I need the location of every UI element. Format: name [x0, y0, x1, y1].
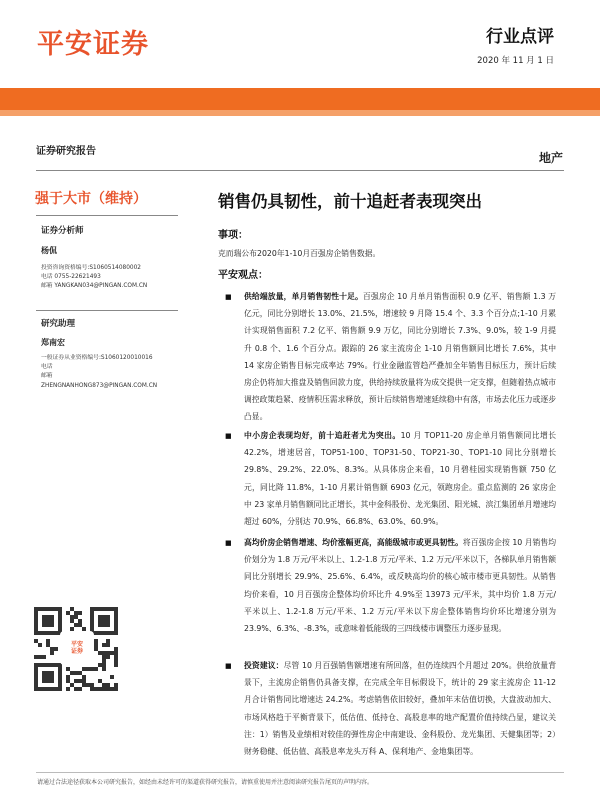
qr-module [54, 631, 58, 635]
qr-module [90, 623, 94, 627]
qr-module [78, 671, 82, 675]
assistant-email-label: 邮箱 [41, 373, 53, 380]
analyst-name: 杨侃 [41, 246, 57, 255]
divider-footer [36, 772, 564, 773]
qr-module [42, 631, 46, 635]
qr-module [50, 663, 54, 667]
header-band [0, 88, 600, 110]
qr-module [106, 683, 110, 687]
qr-module [38, 631, 42, 635]
qr-module [102, 631, 106, 635]
qr-module [94, 667, 98, 671]
qr-module [34, 671, 38, 675]
qr-module [114, 611, 118, 615]
qr-module [98, 631, 102, 635]
qr-code[interactable] [33, 604, 119, 694]
analyst-heading: 证券分析师 [41, 226, 84, 236]
qr-module [58, 667, 62, 671]
qr-module [82, 675, 86, 679]
qr-module [90, 611, 94, 615]
qr-module [50, 679, 54, 683]
qr-module [38, 655, 42, 659]
qr-module [74, 687, 78, 691]
point-2 [244, 427, 556, 530]
qr-module [42, 675, 46, 679]
qr-module [34, 615, 38, 619]
qr-module [82, 667, 86, 671]
point-3 [244, 534, 556, 637]
qr-module [106, 655, 110, 659]
qr-module [34, 655, 38, 659]
point-2-lead: 中小房企表现均好，前十追赶者尤为突出。 [244, 431, 401, 440]
qr-module [114, 647, 118, 651]
qr-module [106, 631, 110, 635]
qr-module [90, 607, 94, 611]
qr-module [50, 619, 54, 623]
qr-module [98, 687, 102, 691]
qr-module [98, 623, 102, 627]
qr-module [98, 619, 102, 623]
qr-module [74, 679, 78, 683]
qr-module [66, 611, 70, 615]
qr-module [98, 679, 102, 683]
qr-module [102, 655, 106, 659]
qr-module [54, 607, 58, 611]
qr-module [34, 687, 38, 691]
divider-left-1 [36, 215, 178, 216]
qr-module [102, 651, 106, 655]
qr-module [102, 683, 106, 687]
company-logo: 平安证券 [37, 29, 149, 60]
qr-module [58, 619, 62, 623]
qr-module [94, 643, 98, 647]
bullet-3: ■ [225, 539, 232, 547]
qr-module [78, 687, 82, 691]
qr-module [42, 615, 46, 619]
qr-module [98, 615, 102, 619]
assistant-phone: 电话 [41, 364, 53, 371]
qr-module [114, 615, 118, 619]
qr-module [34, 611, 38, 615]
qr-module [42, 679, 46, 683]
qr-module [46, 607, 50, 611]
qr-module [78, 611, 82, 615]
qr-module [46, 619, 50, 623]
qr-module [82, 679, 86, 683]
analyst-phone: 电话 0755-22621493 [41, 274, 101, 281]
bullet-2: ■ [225, 432, 232, 440]
qr-module [34, 683, 38, 687]
qr-module [106, 615, 110, 619]
qr-module [106, 651, 110, 655]
event-heading: 事项： [218, 230, 248, 241]
report-type: 行业点评 [486, 27, 554, 47]
qr-module [78, 623, 82, 627]
qr-module [106, 643, 110, 647]
qr-module [38, 687, 42, 691]
qr-module [42, 663, 46, 667]
rating: 强于大市（维持） [35, 191, 147, 207]
qr-module [46, 615, 50, 619]
qr-module [90, 619, 94, 623]
qr-module [46, 639, 50, 643]
qr-module [102, 659, 106, 663]
qr-module [94, 639, 98, 643]
qr-module [110, 631, 114, 635]
qr-module [114, 627, 118, 631]
qr-module [46, 671, 50, 675]
header-subbar [0, 110, 600, 116]
qr-module [70, 619, 74, 623]
qr-module [102, 619, 106, 623]
qr-module [98, 607, 102, 611]
analyst-contact [41, 264, 147, 292]
qr-module [114, 619, 118, 623]
qr-module [102, 623, 106, 627]
qr-module [106, 639, 110, 643]
qr-module [34, 675, 38, 679]
qr-module [58, 623, 62, 627]
qr-module [114, 663, 118, 667]
qr-module [94, 607, 98, 611]
point-1-lead: 供给端放量，单月销售韧性十足。 [244, 292, 363, 301]
qr-module [114, 623, 118, 627]
point-4 [244, 657, 556, 760]
qr-module [106, 687, 110, 691]
qr-module [34, 607, 38, 611]
qr-module [34, 631, 38, 635]
analyst-license: 投资咨询资格编号:S1060514080002 [41, 265, 141, 271]
qr-module [114, 631, 118, 635]
qr-module [114, 655, 118, 659]
assistant-email: ZHENGNANHONG873@PINGAN.COM.CN [41, 382, 158, 389]
qr-module [70, 615, 74, 619]
qr-module [78, 679, 82, 683]
qr-module [54, 647, 58, 651]
qr-module [42, 619, 46, 623]
qr-module [94, 647, 98, 651]
qr-module [102, 667, 106, 671]
qr-module [58, 671, 62, 675]
qr-module [82, 683, 86, 687]
qr-module [78, 619, 82, 623]
assistant-contact [41, 354, 157, 391]
qr-module [46, 663, 50, 667]
assistant-license: 一般证券从业资格编号:S1060120010016 [41, 355, 153, 361]
qr-module [50, 687, 54, 691]
report-title: 销售仍具韧性，前十追赶者表现突出 [218, 192, 482, 211]
qr-module [94, 631, 98, 635]
view-heading: 平安观点： [218, 270, 268, 281]
qr-module [66, 679, 70, 683]
qr-module [110, 687, 114, 691]
qr-module [74, 615, 78, 619]
qr-module [66, 687, 70, 691]
qr-module [114, 607, 118, 611]
qr-module [86, 667, 90, 671]
qr-module [42, 655, 46, 659]
qr-module [34, 627, 38, 631]
qr-module [50, 671, 54, 675]
qr-module [34, 619, 38, 623]
qr-module [98, 663, 102, 667]
qr-module [50, 675, 54, 679]
sector-label: 地产 [538, 151, 563, 165]
qr-module [54, 687, 58, 691]
qr-module [46, 623, 50, 627]
point-4-lead: 投资建议： [244, 661, 284, 670]
qr-module [110, 651, 114, 655]
qr-logo-badge: 平安 证券 [60, 631, 94, 665]
analyst-email: 邮箱 YANGKAN034@PINGAN.COM.CN [41, 283, 148, 290]
point-3-text: 将百强房企按 10 月销售均价划分为 1.8 万元/平米以上、1.2-1.8 万元/平米、1.2 万元/平米以下，各梯队单月销售额同比分别增长 29.9%、25.6%、6.4%，或反映高均价的核心城市楼市更具韧性。从销售均价来看，10 月百强房企整体均价环比升 4.9%至 13973 元/平米，其中均价 1.8 万元/平米以上、1.2-1.8 万元/平米、1.2 万元/平米以下房企整体销售均价环比增速分别为 23.9%、6.3%、-8.3%，或意味着低能级的三四线楼市调整压力逐步显现。 [244, 538, 556, 634]
qr-module [66, 675, 70, 679]
qr-module [90, 687, 94, 691]
qr-module [70, 683, 74, 687]
qr-module [114, 687, 118, 691]
qr-module [106, 619, 110, 623]
qr-module [58, 615, 62, 619]
qr-module [114, 651, 118, 655]
qr-module [50, 623, 54, 627]
qr-module [34, 667, 38, 671]
qr-module [94, 687, 98, 691]
event-text: 克而瑞公布2020年1-10月百强房企销售数据。 [218, 249, 381, 258]
qr-module [58, 607, 62, 611]
assistant-name: 郑南宏 [41, 338, 65, 347]
qr-module [114, 683, 118, 687]
qr-module [50, 647, 54, 651]
report-date: 2020 年 11 月 1 日 [477, 56, 554, 66]
qr-module [58, 675, 62, 679]
qr-module [74, 611, 78, 615]
point-2-text: 10 月 TOP11-20 房企单月销售额同比增长 42.2%，增速居首，TOP51-100、TOP31-50、TOP21-30、TOP1-10 同比分别增长 29.8%、29.2%、22.0%、8.3%。从具体房企来看，10 月碧桂园实现销售额 750 亿元，同比降 11.8%，1-10 月累计销售额 6903 亿元，领跑房企。重点监测的 26 家房企中 23 家单月销售额同比正增长，其中金科股份、龙光集团、阳光城、滨江集团单月增速均超过 60%，分别达 70.9%、66.8%、63.0%、60.9%。 [244, 431, 556, 527]
qr-module [38, 643, 42, 647]
point-1-text: 百强房企 10 月单月销售面积 0.9 亿平、销售额 1.3 万亿元，同比分别增长 13.0%、21.5%，增速较 9 月降 15.4 个、3.3 个百分点;1-10 月累计实现销售面积 7.2 亿平、销售额 9.9 万亿，同比分别增长 7.3%、9.0%，较 1-9 月提升 0.8 个、1.6 个百分点。跟踪的 26 家主流房企 1-10 月销售额同比增长 7.6%，其中 14 家房企销售目标完成率达 79%。行业金融监管趋严叠加全年销售目标压力，预计后续房企仍将加大推盘及销售回款力度，供给持续放量将为成交提供一定支撑，但随着热点城市调控政策趋紧、疫情积压需求释放，预计后续销售增速延续稳中有落，市场去化压力或逐步凸显。 [244, 292, 556, 422]
qr-module [58, 611, 62, 615]
qr-module [90, 667, 94, 671]
point-4-text: 尽管 10 月百强销售额增速有所回落，但仍连续四个月超过 20%。供给放量背景下，主流房企销售仍具备支撑，在完成全年目标假设下，统计的 29 家主流房企 11-12 月合计销售同比增速达 24.2%。考虑销售依旧较好，叠加年末估值切换，大盘波动加大、市场风格趋于平衡背景下，低估值、低持仓、高股息率的地产配置价值持续凸显，建议关注：1）销售及业绩相对较佳的弹性房企中南建设、金科股份、龙光集团、天健集团等；2）财务稳健、低估值、高股息率龙头万科 A、保利地产、金地集团等。 [244, 661, 557, 757]
qr-module [46, 687, 50, 691]
divider-top [36, 170, 564, 171]
qr-module [110, 675, 114, 679]
qr-module [42, 687, 46, 691]
qr-module [42, 607, 46, 611]
qr-module [42, 671, 46, 675]
qr-module [70, 607, 74, 611]
bullet-4: ■ [225, 662, 232, 670]
qr-module [106, 623, 110, 627]
qr-module [42, 623, 46, 627]
qr-module [102, 607, 106, 611]
qr-module [90, 615, 94, 619]
qr-module [102, 643, 106, 647]
qr-module [50, 607, 54, 611]
qr-module [46, 643, 50, 647]
qr-module [114, 659, 118, 663]
qr-module [58, 679, 62, 683]
qr-module [110, 607, 114, 611]
qr-module [98, 651, 102, 655]
qr-module [38, 607, 42, 611]
qr-module [74, 671, 78, 675]
qr-module [46, 631, 50, 635]
qr-module [34, 623, 38, 627]
divider-left-2 [36, 310, 178, 311]
assistant-heading: 研究助理 [41, 319, 76, 329]
footer-disclaimer: 请通过合法途径获取本公司研究报告，如经由未经许可的渠道获得研究报告，请慎重使用并注意阅读研究报告尾页的声明内容。 [37, 779, 374, 786]
qr-module [34, 679, 38, 683]
qr-module [70, 671, 74, 675]
point-1 [244, 288, 556, 426]
point-3-lead: 高均价房企销售增速、均价涨幅更高，高能级城市或更具韧性。 [244, 538, 463, 547]
qr-module [106, 607, 110, 611]
qr-module [38, 663, 42, 667]
qr-module [66, 667, 70, 671]
qr-module [34, 663, 38, 667]
qr-module [74, 623, 78, 627]
qr-module [50, 631, 54, 635]
qr-module [50, 651, 54, 655]
qr-module [50, 615, 54, 619]
qr-module [90, 683, 94, 687]
qr-module [34, 639, 38, 643]
qr-module [54, 663, 58, 667]
section-label: 证券研究报告 [36, 146, 96, 157]
qr-module [58, 683, 62, 687]
qr-module [102, 615, 106, 619]
qr-module [58, 687, 62, 691]
qr-module [46, 675, 50, 679]
bullet-1: ■ [225, 293, 232, 301]
qr-module [46, 679, 50, 683]
qr-module [102, 687, 106, 691]
qr-module [86, 683, 90, 687]
qr-module [102, 663, 106, 667]
